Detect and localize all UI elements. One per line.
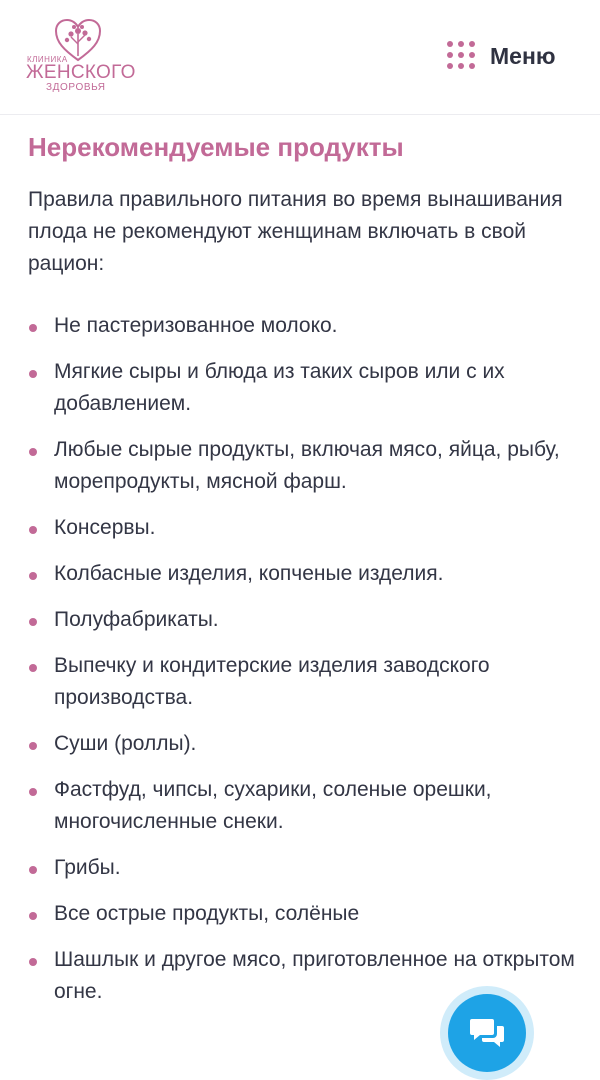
list-item: Фастфуд, чипсы, сухарики, соленые орешки, многочисленные снеки. [28,774,576,838]
products-list [28,310,576,1022]
menu-button[interactable] [447,40,556,72]
list-item: Полуфабрикаты. [28,604,576,636]
list-item: Грибы. [28,852,576,884]
chat-button[interactable] [440,986,534,1080]
site-header [0,0,600,115]
list-item: Суши (роллы). [28,728,576,760]
list-item: Все острые продукты, солёные [28,898,576,930]
chat-button-inner [448,994,526,1072]
list-item: Колбасные изделия, копченые изделия. [28,558,576,590]
logo-text-sub: ЗДОРОВЬЯ [46,82,106,93]
intro-paragraph: Правила правильного питания во время вынашивания плода не рекомендуют женщинам включать в свой рацион: [28,188,563,275]
list-item: Любые сырые продукты, включая мясо, яйца, рыбу, морепродукты, мясной фарш. [28,434,576,498]
chat-bubbles-icon [469,1017,505,1049]
section-heading: Нерекомендуемые продукты [28,132,404,162]
logo-text-small: КЛИНИКА [27,55,68,64]
article-content [28,129,576,1003]
dots-grid-icon [447,41,477,71]
list-item: Не пастеризованное молоко. [28,310,576,342]
list-item: Мягкие сыры и блюда из таких сыров или с их добавлением. [28,356,576,420]
menu-label: Меню [490,42,556,69]
clinic-logo[interactable] [26,18,146,96]
list-item: Консервы. [28,512,576,544]
list-item: Выпечку и кондитерские изделия заводского производства. [28,650,576,714]
logo-text-main: ЖЕНСКОГО [26,62,136,83]
list-item: Шашлык и другое мясо, приготовленное на открытом огне. [28,944,576,1008]
